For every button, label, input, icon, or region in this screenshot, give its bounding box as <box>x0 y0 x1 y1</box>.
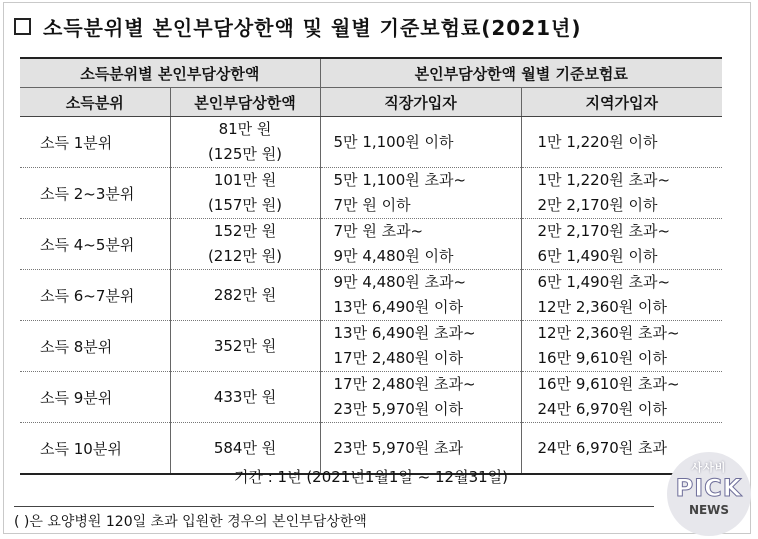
regional-premium-cell-line: 12만 2,360원 이하 <box>537 298 668 316</box>
grade-cell: 소득 1분위 <box>20 117 170 168</box>
amount-cell <box>170 372 320 423</box>
grade-cell: 소득 9분위 <box>20 372 170 423</box>
regional-premium-cell-line: 1만 1,220원 초과~ <box>537 171 671 189</box>
table-row <box>20 321 722 372</box>
grade-cell: 소득 2~3분위 <box>20 168 170 219</box>
regional-premium-cell-line: 16만 9,610원 초과~ <box>537 375 680 393</box>
column-header-regional: 지역가입자 <box>521 88 722 117</box>
column-header-row <box>20 88 722 117</box>
employee-premium-cell <box>320 117 521 168</box>
title-row <box>14 12 582 41</box>
regional-premium-cell <box>521 270 722 321</box>
employee-premium-cell <box>320 270 521 321</box>
pick-news-logo <box>667 452 751 536</box>
regional-premium-cell-line: 6만 1,490원 초과~ <box>537 273 671 291</box>
regional-premium-cell-line: 2만 2,170원 이하 <box>537 196 658 214</box>
employee-premium-cell-line: 9만 4,480원 이하 <box>333 247 454 265</box>
employee-premium-cell-line: 17만 2,480원 초과~ <box>333 375 476 393</box>
employee-premium-cell-line: 5만 1,100원 이하 <box>333 132 454 151</box>
amount-cell-line: 101만 원 <box>213 171 277 189</box>
employee-premium-cell-line: 23만 5,970원 초과 <box>333 438 464 457</box>
amount-cell-line: 152만 원 <box>213 222 277 240</box>
regional-premium-cell-line: 6만 1,490원 이하 <box>537 247 658 265</box>
group-header-premium: 본인부담상한액 월별 기준보험료 <box>320 58 722 88</box>
group-header-row <box>20 58 722 88</box>
amount-cell-line: 352만 원 <box>213 336 277 355</box>
checkbox-icon <box>14 18 31 35</box>
employee-premium-cell <box>320 219 521 270</box>
employee-premium-cell-line: 9만 4,480원 초과~ <box>333 273 467 291</box>
employee-premium-cell-line: 17만 2,480원 이하 <box>333 349 464 367</box>
amount-cell-line: 282만 원 <box>213 285 277 304</box>
table-row <box>20 168 722 219</box>
amount-cell-line: 81만 원 <box>218 120 272 138</box>
employee-premium-cell-line: 23만 5,970원 이하 <box>333 400 464 418</box>
regional-premium-cell <box>521 219 722 270</box>
column-header-employee: 직장가입자 <box>320 88 521 117</box>
grade-cell: 소득 10분위 <box>20 423 170 475</box>
regional-premium-cell <box>521 168 722 219</box>
regional-premium-cell <box>521 372 722 423</box>
table-row <box>20 117 722 168</box>
page-title: 소득분위별 본인부담상한액 및 월별 기준보험료(2021년) <box>43 16 582 40</box>
period-text: 기간 : 1년 (2021년1월1일 ~ 12월31일) <box>233 468 509 486</box>
employee-premium-cell-line: 13만 6,490원 이하 <box>333 298 464 316</box>
amount-cell-line: (125만 원) <box>207 145 283 163</box>
amount-cell <box>170 219 320 270</box>
grade-cell: 소득 4~5분위 <box>20 219 170 270</box>
regional-premium-cell-line: 16만 9,610원 이하 <box>537 349 668 367</box>
regional-premium-cell-line: 24만 6,970원 초과 <box>537 438 668 457</box>
regional-premium-cell <box>521 321 722 372</box>
employee-premium-cell-line: 7만 원 이하 <box>333 196 411 214</box>
amount-cell-line: (157만 원) <box>207 196 283 214</box>
logo-line3: NEWS <box>688 503 730 517</box>
grade-cell: 소득 6~7분위 <box>20 270 170 321</box>
table-row <box>20 270 722 321</box>
column-header-amount: 본인부담상한액 <box>170 88 320 117</box>
table-row <box>20 372 722 423</box>
amount-cell <box>170 270 320 321</box>
premium-table <box>20 57 722 475</box>
amount-cell-line: 584만 원 <box>213 438 277 457</box>
logo-line2: PICK <box>675 474 743 502</box>
table-row <box>20 219 722 270</box>
amount-cell <box>170 168 320 219</box>
amount-cell <box>170 117 320 168</box>
regional-premium-cell-line: 2만 2,170원 초과~ <box>537 222 671 240</box>
regional-premium-cell <box>521 117 722 168</box>
amount-cell-line: (212만 원) <box>207 247 283 265</box>
regional-premium-cell-line: 12만 2,360원 초과~ <box>537 324 680 342</box>
regional-premium-cell-line: 24만 6,970원 이하 <box>537 400 668 418</box>
column-header-grade: 소득분위 <box>20 88 170 117</box>
employee-premium-cell <box>320 168 521 219</box>
employee-premium-cell-line: 7만 원 초과~ <box>333 222 424 240</box>
employee-premium-cell <box>320 372 521 423</box>
amount-cell-line: 433만 원 <box>213 387 277 406</box>
employee-premium-cell-line: 5만 1,100원 초과~ <box>333 171 467 189</box>
group-header-cap: 소득분위별 본인부담상한액 <box>20 58 320 88</box>
employee-premium-cell <box>320 321 521 372</box>
amount-cell <box>170 321 320 372</box>
logo-line1: 사사비 <box>691 461 727 474</box>
grade-cell: 소득 8분위 <box>20 321 170 372</box>
regional-premium-cell-line: 1만 1,220원 이하 <box>537 132 658 151</box>
employee-premium-cell-line: 13만 6,490원 초과~ <box>333 324 476 342</box>
footnote: ( )은 요양병원 120일 초과 입원한 경우의 본인부담상한액 <box>14 506 654 531</box>
